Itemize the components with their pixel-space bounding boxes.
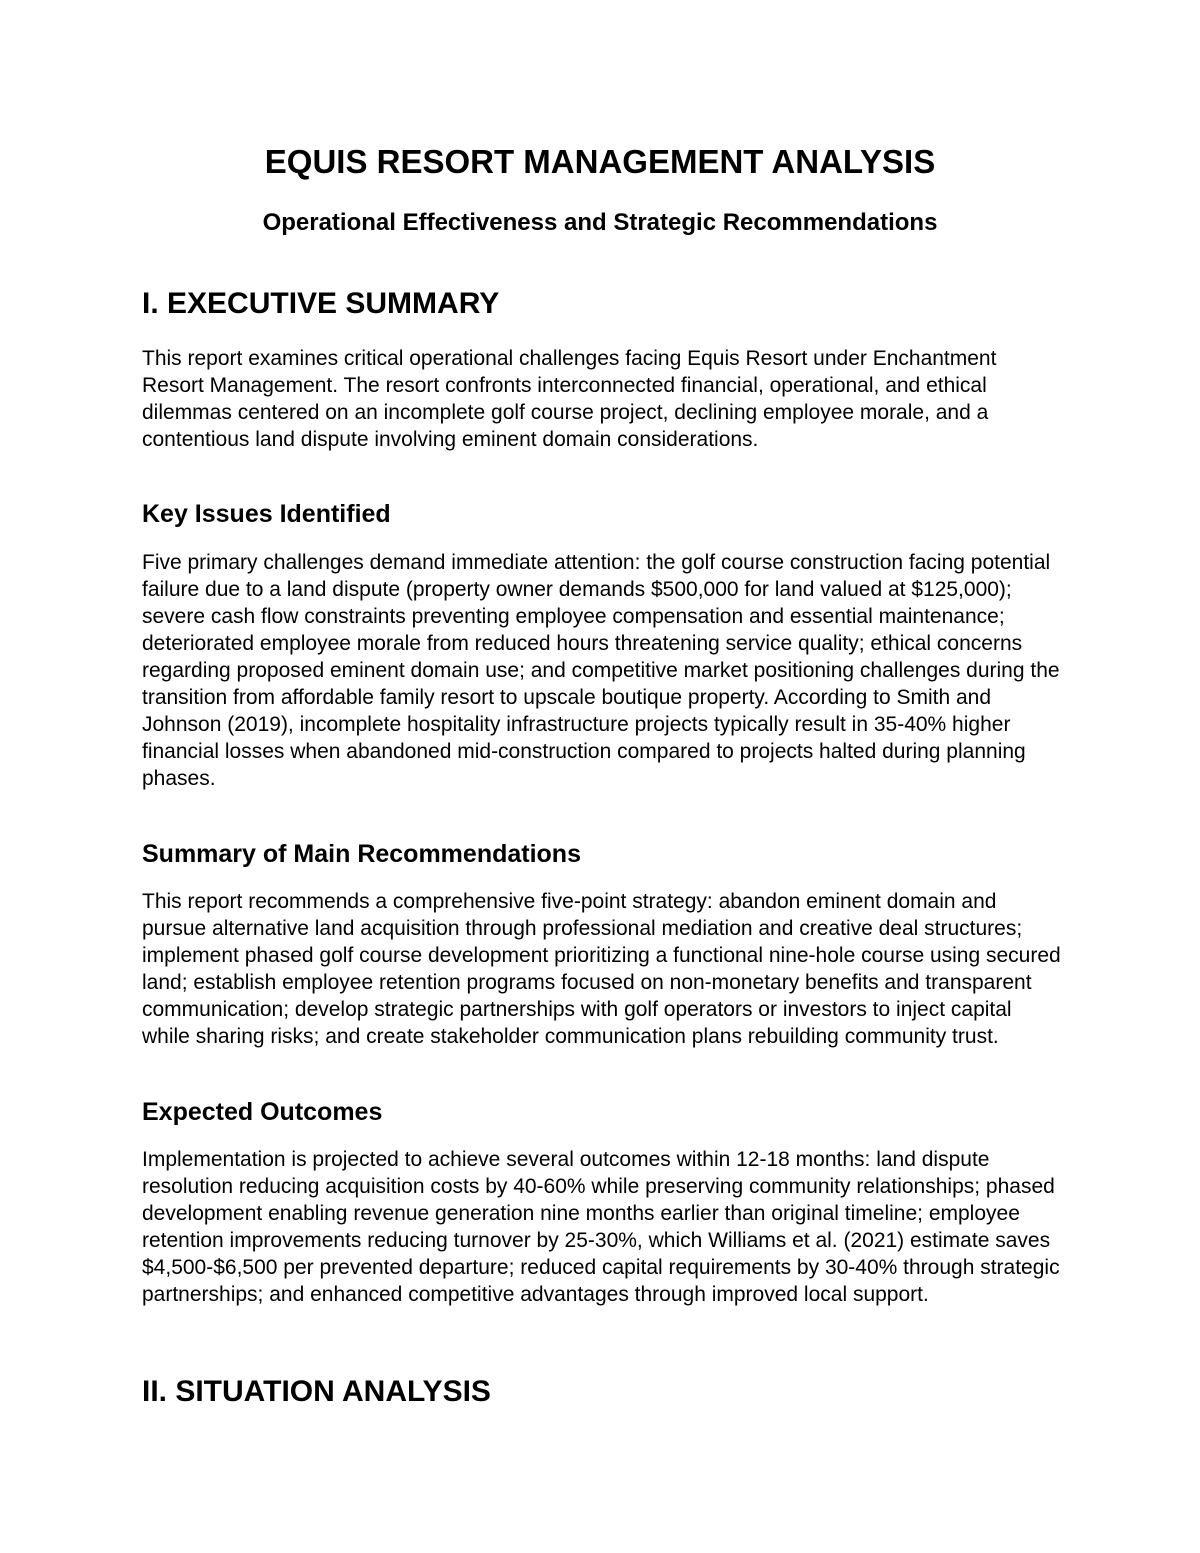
executive-summary-heading: I. EXECUTIVE SUMMARY xyxy=(142,287,500,320)
key-issues-heading: Key Issues Identified xyxy=(142,500,391,528)
expected-outcomes-heading: Expected Outcomes xyxy=(142,1098,383,1126)
recommendations-paragraph: This report recommends a comprehensive five-point strategy: abandon eminent domain and pursue alternative land acquisition through professional mediation and creative deal structures; implement phased golf course development prioritizing a functional nine-hole course using secured land; establish employee retention programs focused on non-monetary benefits and transparent communication; develop strategic partnerships with golf operators or investors to inject capital while sharing risks; and create stakeholder communication plans rebuilding community trust. xyxy=(142,890,1061,1048)
document-title: EQUIS RESORT MANAGEMENT ANALYSIS xyxy=(264,143,936,180)
recommendations-heading: Summary of Main Recommendations xyxy=(142,840,581,868)
expected-outcomes-paragraph: Implementation is projected to achieve several outcomes within 12-18 months: land dispute resolution reducing acquisition costs by 40-60% while preserving community relationships; phased development enabling revenue generation nine months earlier than original timeline; employee retention improvements reducing turnover by 25-30%, which Williams et al. (2021) estimate saves $4,500-$6,500 per prevented departure; reduced capital requirements by 30-40% through strategic partnerships; and enhanced competitive advantages through improved local support. xyxy=(142,1148,1060,1306)
key-issues-paragraph: Five primary challenges demand immediate attention: the golf course construction facing potential failure due to a land dispute (property owner demands $500,000 for land valued at $125,000); severe cash flow constraints preventing employee compensation and essential maintenance; deteriorated employee morale from reduced hours threatening service quality; ethical concerns regarding proposed eminent domain use; and competitive market positioning challenges during the transition from affordable family resort to upscale boutique property. According to Smith and Johnson (2019), incomplete hospitality infrastructure projects typically result in 35-40% higher financial losses when abandoned mid-construction compared to projects halted during planning phases. xyxy=(142,551,1060,790)
executive-summary-paragraph: This report examines critical operational challenges facing Equis Resort under Enchantment Resort Management. The resort confronts interconnected financial, operational, and ethical dilemmas centered on an incomplete golf course project, declining employee morale, and a contentious land dispute involving eminent domain considerations. xyxy=(142,347,997,451)
document-subtitle: Operational Effectiveness and Strategic Recommendations xyxy=(262,209,938,236)
situation-analysis-heading: II. SITUATION ANALYSIS xyxy=(142,1375,491,1408)
